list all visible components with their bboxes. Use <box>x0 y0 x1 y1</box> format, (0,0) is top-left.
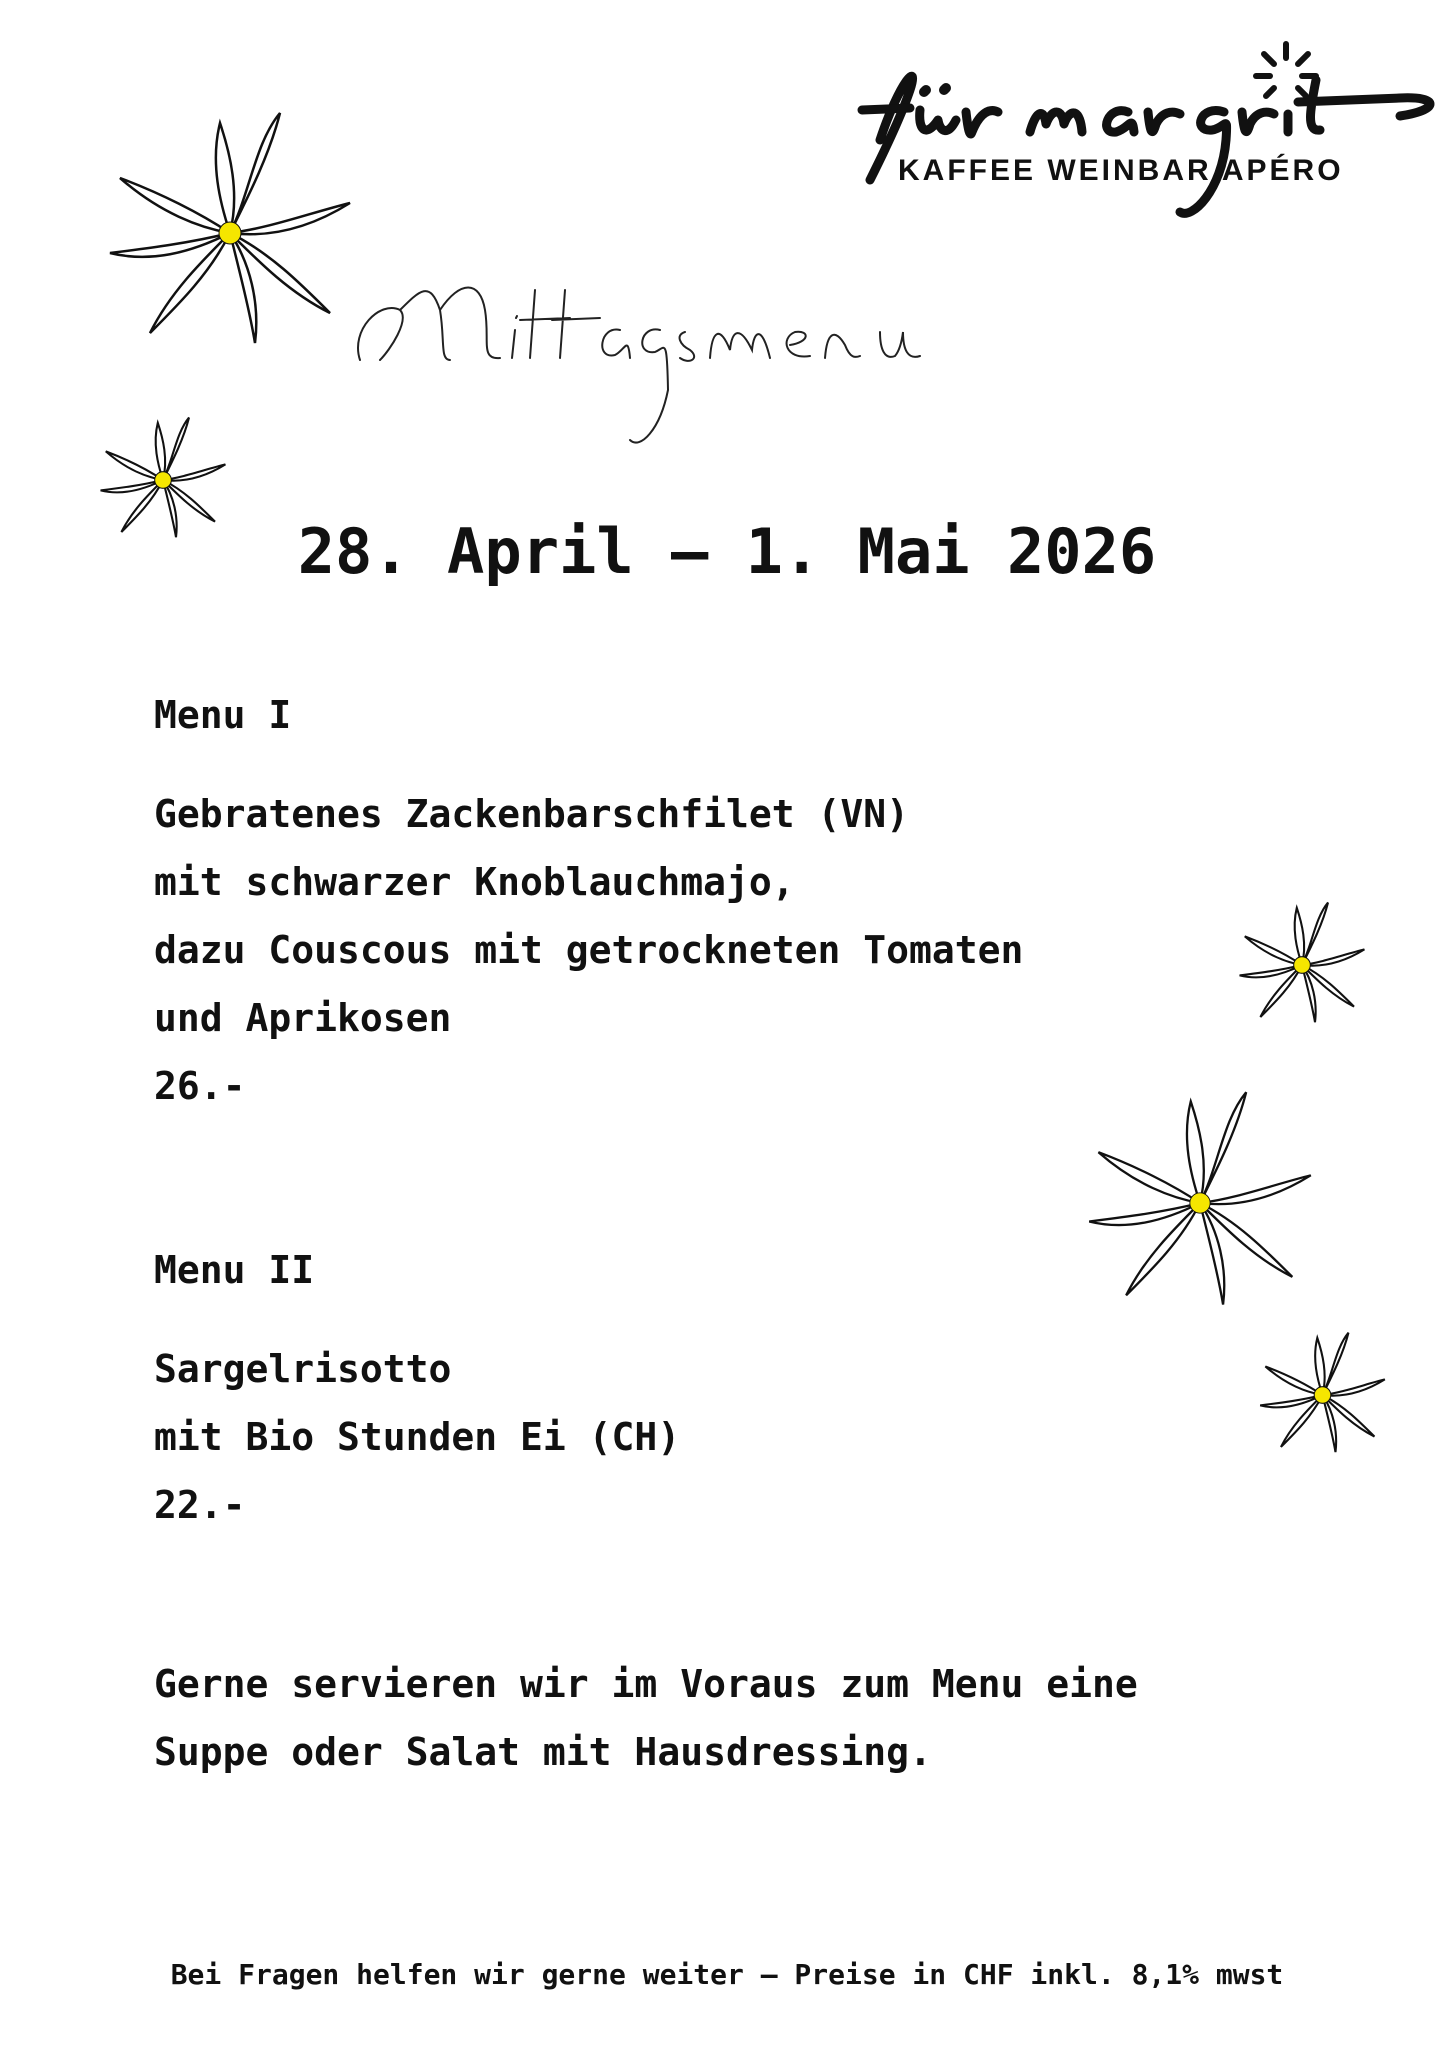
menu-description <box>154 780 1023 1120</box>
menu-line: Sargelrisotto <box>154 1347 452 1391</box>
daisy-icon <box>1255 1330 1390 1460</box>
note-line: Suppe oder Salat mit Hausdressing. <box>154 1730 932 1774</box>
logo-graphic <box>840 20 1450 250</box>
menu-section <box>154 690 1023 1120</box>
menu-description <box>154 1335 680 1539</box>
menu-price: 26.- <box>154 1064 246 1108</box>
script-title-graphic <box>340 270 1140 490</box>
svg-text:KAFFEE WEINBAR APÉRO: KAFFEE WEINBAR APÉRO <box>898 154 1344 187</box>
menu-line: Gebratenes Zackenbarschfilet (VN) <box>154 792 909 836</box>
brand-logo <box>840 20 1450 250</box>
menu-heading: Menu I <box>154 693 292 737</box>
date-range: 28. April – 1. Mai 2026 <box>297 515 1157 588</box>
daisy-icon <box>1232 900 1372 1030</box>
menu-line: mit schwarzer Knoblauchmajo, <box>154 860 795 904</box>
menu-section <box>154 1245 680 1539</box>
menu-line: und Aprikosen <box>154 996 452 1040</box>
extras-note <box>154 1650 1138 1786</box>
footer-note: Bei Fragen helfen wir gerne weiter – Preise in CHF inkl. 8,1% mwst <box>170 1958 1284 1991</box>
script-title <box>340 270 1140 490</box>
menu-line: mit Bio Stunden Ei (CH) <box>154 1415 681 1459</box>
menu-line: dazu Couscous mit getrockneten Tomaten <box>154 928 1024 972</box>
daisy-icon <box>100 108 360 358</box>
daisy-icon <box>1080 1078 1320 1328</box>
menu-price: 22.- <box>154 1483 246 1527</box>
sunburst-icon <box>1256 44 1316 96</box>
menu-heading: Menu II <box>154 1248 315 1292</box>
note-line: Gerne servieren wir im Voraus zum Menu eine <box>154 1662 1138 1706</box>
